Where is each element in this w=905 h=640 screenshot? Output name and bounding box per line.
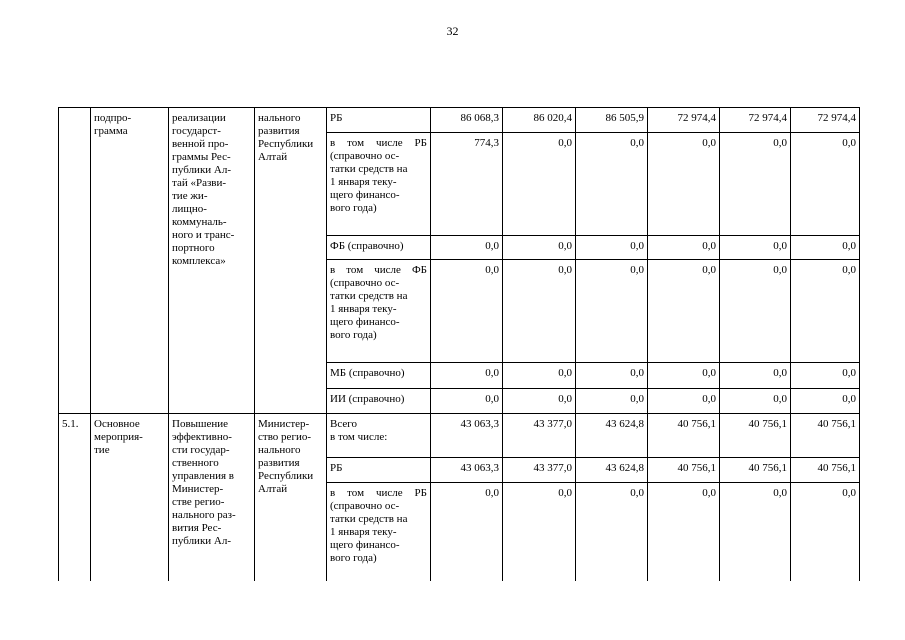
cell-source: в том числе РБ (справочно ос- татки средств на 1 января теку- щего финансо- вого года) (327, 133, 431, 236)
cell-value: 86 020,4 (503, 108, 576, 133)
cell-value: 43 063,3 (431, 414, 503, 458)
page-number: 32 (446, 24, 459, 38)
cell-source: РБ (327, 108, 431, 133)
cell-value: 0,0 (431, 483, 503, 581)
cell-value: 72 974,4 (648, 108, 720, 133)
cell-type: Основное мероприя- тие (91, 414, 169, 581)
cell-value: 0,0 (431, 363, 503, 389)
cell-value: 0,0 (503, 260, 576, 363)
cell-value: 0,0 (648, 363, 720, 389)
cell-value: 0,0 (648, 260, 720, 363)
cell-source: МБ (справочно) (327, 363, 431, 389)
cell-value: 40 756,1 (791, 458, 860, 483)
cell-executor: Министер- ство регио- нального развития Республики Алтай (255, 414, 327, 581)
cell-value: 0,0 (576, 260, 648, 363)
cell-value: 0,0 (791, 483, 860, 581)
cell-source: РБ (327, 458, 431, 483)
cell-value: 40 756,1 (791, 414, 860, 458)
cell-value: 0,0 (576, 236, 648, 260)
cell-value: 0,0 (576, 389, 648, 414)
cell-value: 0,0 (648, 133, 720, 236)
cell-number (59, 108, 91, 414)
cell-source: ИИ (справочно) (327, 389, 431, 414)
cell-value: 0,0 (503, 483, 576, 581)
cell-number: 5.1. (59, 414, 91, 581)
cell-value: 0,0 (720, 133, 791, 236)
cell-value: 0,0 (576, 363, 648, 389)
cell-value: 0,0 (720, 236, 791, 260)
budget-table (58, 107, 860, 581)
cell-value: 0,0 (791, 363, 860, 389)
cell-name: Повышение эффективно- сти государ- ственного управления в Министер- стве регио- нального раз- вития Рес- публики Ал- (169, 414, 255, 581)
cell-value: 0,0 (648, 236, 720, 260)
budget-table-body (59, 108, 860, 581)
cell-value: 43 624,8 (576, 414, 648, 458)
cell-value: 0,0 (720, 363, 791, 389)
cell-executor: нального развития Республики Алтай (255, 108, 327, 414)
table-row (59, 108, 860, 133)
cell-value: 0,0 (720, 260, 791, 363)
cell-value: 43 624,8 (576, 458, 648, 483)
table-row (59, 414, 860, 458)
cell-value: 0,0 (648, 483, 720, 581)
cell-value: 40 756,1 (720, 414, 791, 458)
cell-value: 0,0 (720, 483, 791, 581)
cell-value: 0,0 (576, 133, 648, 236)
cell-value: 86 068,3 (431, 108, 503, 133)
cell-value: 43 063,3 (431, 458, 503, 483)
cell-value: 72 974,4 (720, 108, 791, 133)
cell-value: 40 756,1 (648, 458, 720, 483)
cell-value: 0,0 (431, 389, 503, 414)
cell-source: в том числе ФБ (справочно ос- татки средств на 1 января теку- щего финансо- вого года) (327, 260, 431, 363)
cell-type: подпро- грамма (91, 108, 169, 414)
cell-value: 0,0 (648, 389, 720, 414)
cell-value: 0,0 (431, 236, 503, 260)
cell-value: 43 377,0 (503, 414, 576, 458)
cell-value: 0,0 (791, 236, 860, 260)
cell-value: 0,0 (503, 363, 576, 389)
cell-value: 0,0 (431, 260, 503, 363)
cell-name: реализации государст- венной про- граммы Рес- публики Ал- тай «Разви- тие жи- лищно- коммуналь- ного и транс- портного комплекса» (169, 108, 255, 414)
cell-value: 43 377,0 (503, 458, 576, 483)
cell-value: 0,0 (720, 389, 791, 414)
cell-value: 0,0 (503, 133, 576, 236)
cell-value: 40 756,1 (648, 414, 720, 458)
cell-value: 0,0 (791, 260, 860, 363)
cell-value: 0,0 (503, 389, 576, 414)
cell-value: 86 505,9 (576, 108, 648, 133)
cell-source: ФБ (справочно) (327, 236, 431, 260)
cell-value: 40 756,1 (720, 458, 791, 483)
cell-value: 72 974,4 (791, 108, 860, 133)
cell-value: 774,3 (431, 133, 503, 236)
cell-source: в том числе РБ (справочно ос- татки средств на 1 января теку- щего финансо- вого года) (327, 483, 431, 581)
cell-value: 0,0 (503, 236, 576, 260)
cell-value: 0,0 (791, 389, 860, 414)
cell-value: 0,0 (791, 133, 860, 236)
cell-source: Всего в том числе: (327, 414, 431, 458)
cell-value: 0,0 (576, 483, 648, 581)
